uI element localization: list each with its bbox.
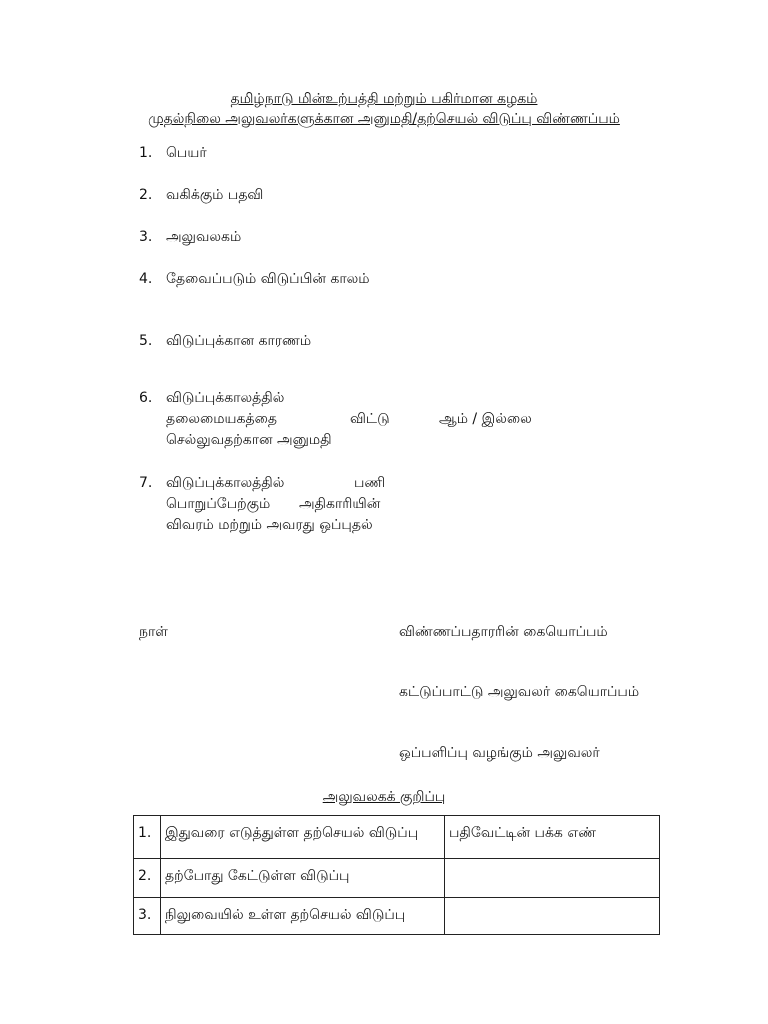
- item-label-line1a: விடுப்புக்காலத்தில்: [166, 475, 285, 491]
- item-number: 3.: [139, 229, 153, 245]
- office-note-table: [133, 815, 660, 935]
- form-title-application: முதல்நிலை அலுவலர்களுக்கான அனுமதி/தற்செயல் விடுப்பு விண்ணப்பம்: [148, 111, 620, 127]
- row-label: தற்போது கேட்டுள்ள விடுப்பு: [161, 859, 445, 898]
- row-extra: பதிவேட்டின் பக்க எண்: [445, 816, 660, 859]
- table-row: [134, 816, 660, 859]
- table-row: [134, 859, 660, 898]
- item-label: அலுவலகம்: [166, 229, 242, 245]
- row-number: 3.: [134, 898, 161, 935]
- item-number: 1.: [139, 145, 153, 161]
- item-number: 7.: [139, 475, 153, 491]
- item-label: பெயர்: [166, 145, 207, 161]
- item-number: 4.: [139, 271, 153, 287]
- row-label: நிலுவையில் உள்ள தற்செயல் விடுப்பு: [161, 898, 445, 935]
- item-label-line2a: தலைமையகத்தை: [166, 411, 277, 427]
- item-label: தேவைப்படும் விடுப்பின் காலம்: [166, 271, 370, 287]
- form-title-organisation: தமிழ்நாடு மின்உற்பத்தி மற்றும் பகிர்மான கழகம்: [230, 91, 538, 107]
- item-number: 5.: [139, 333, 153, 349]
- item-label-line3: செல்லுவதற்கான அனுமதி: [166, 432, 332, 448]
- row-number: 2.: [134, 859, 161, 898]
- item-label: விடுப்புக்கான காரணம்: [166, 333, 312, 349]
- controlling-officer-signature-label: கட்டுப்பாட்டு அலுவலர் கையொப்பம்: [399, 684, 640, 700]
- item-label-line2a: பொறுப்பேற்கும்: [166, 496, 271, 512]
- sanctioning-officer-label: ஒப்பளிப்பு வழங்கும் அலுவலர்: [399, 745, 600, 761]
- yes-no-option: ஆம் / இல்லை: [439, 411, 532, 427]
- item-label-line2b: விட்டு: [350, 411, 390, 427]
- applicant-signature-label: விண்ணப்பதாரரின் கையொப்பம்: [399, 624, 608, 640]
- row-extra: [445, 859, 660, 898]
- item-label: வகிக்கும் பதவி: [166, 187, 264, 203]
- row-label: இதுவரை எடுத்துள்ள தற்செயல் விடுப்பு: [161, 816, 445, 859]
- item-number: 2.: [139, 187, 153, 203]
- date-label: நாள்: [139, 624, 168, 640]
- row-number: 1.: [134, 816, 161, 859]
- row-extra: [445, 898, 660, 935]
- item-number: 6.: [139, 390, 153, 406]
- table-row: [134, 898, 660, 935]
- item-label-line1b: பணி: [354, 475, 386, 491]
- office-note-heading: அலுவலகக் குறிப்பு: [322, 789, 446, 805]
- item-label-line1: விடுப்புக்காலத்தில்: [166, 390, 285, 406]
- item-label-line2b: அதிகாரியின்: [299, 496, 381, 512]
- item-label-line3: விவரம் மற்றும் அவரது ஒப்புதல்: [166, 517, 373, 533]
